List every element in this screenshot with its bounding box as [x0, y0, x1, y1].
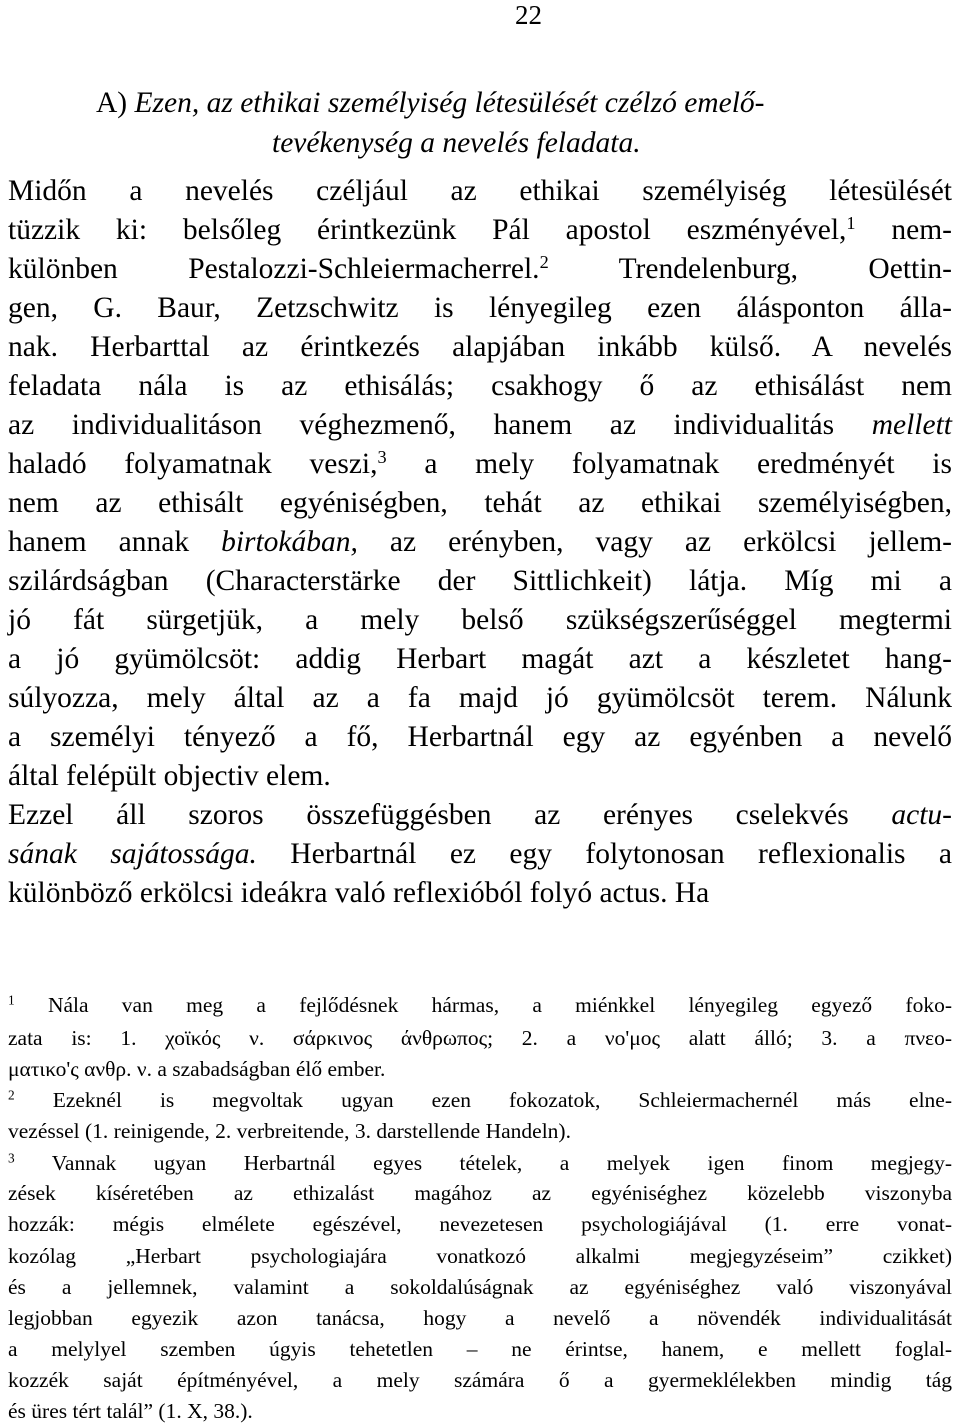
body-text: súlyozza, mely által az a fa majd jó gyümölcsöt terem. Nálunk: [8, 682, 952, 714]
footnote-line: [8, 1056, 952, 1082]
footnote-text: zata is: 1. χοϊκός ν. σάρκινος άνθρωπος; 2. a νο'μος alatt álló; 3. a πνεο-: [8, 1026, 952, 1050]
body-line: [8, 446, 952, 482]
body-line: [8, 641, 952, 677]
footnote-text: és a jellemnek, valamint a sokoldalúságnak az egyéniséghez való viszonyával: [8, 1275, 952, 1299]
body-line: [8, 797, 952, 833]
body-emphasis: actu-: [891, 799, 952, 831]
footnote-marker: 3: [8, 1150, 15, 1166]
body-text: különböző erkölcsi ideákra való reflexióból folyó actus. Ha: [8, 877, 710, 909]
footnote-line: [8, 1118, 952, 1144]
footnote-line: [8, 1243, 952, 1269]
footnote-text: a melylyel szemben úgyis tehetetlen – ne érintse, hanem, e mellett foglal-: [8, 1337, 952, 1361]
footnote-text: Nála van meg a fejlődésnek hármas, a miénkkel lényegileg egyező foko-: [14, 993, 952, 1017]
footnote-text: kozzék saját építményével, a mely számára ő a gyermeklélekben mindig tág: [8, 1368, 952, 1392]
body-line: [8, 680, 952, 716]
footnote-text: zések kíséretében az ethizalást magához az egyéniséghez közelebb viszonyba: [8, 1181, 952, 1205]
footnote-line: [8, 992, 952, 1018]
footnote-marker: 3: [377, 446, 387, 467]
body-text: gen, G. Baur, Zetzschwitz is lényegileg ezen álásponton álla-: [8, 292, 952, 324]
section-heading-continuation: [272, 125, 641, 161]
body-line: [8, 524, 952, 560]
body-text: Trendelenburg, Oettin-: [548, 253, 952, 285]
body-text: különben Pestalozzi-Schleiermacherrel.: [8, 253, 540, 285]
body-text: az individualitáson véghezmenő, hanem az individualitás: [8, 409, 872, 441]
body-text: feladata nála is az ethisálás; csakhogy ő az ethisálást nem: [8, 370, 952, 402]
footnote-text: és üres tért talál” (1. X, 38.).: [8, 1399, 253, 1423]
body-text: Herbartnál ez egy folytonosan reflexionalis a: [256, 838, 952, 870]
body-text: nem-: [855, 214, 952, 246]
body-line: [8, 368, 952, 404]
section-heading-label: A): [96, 87, 128, 119]
body-line: [8, 485, 952, 521]
body-line: [8, 329, 952, 365]
body-text: a mely folyamatnak eredményét is: [386, 448, 952, 480]
body-text: jó fát sürgetjük, a mely belső szükségszerűséggel megtermi: [8, 604, 952, 636]
body-line: [8, 407, 952, 443]
footnote-text: Vannak ugyan Herbartnál egyes tételek, a melyek igen finom megjegy-: [14, 1151, 952, 1175]
body-text: nem az ethisált egyéniségben, tehát az ethikai személyiségben,: [8, 487, 952, 519]
footnote-line: [8, 1211, 952, 1237]
body-text: az erényben, vagy az erkölcsi jellem-: [357, 526, 952, 558]
body-line: [8, 251, 952, 287]
body-text: nak. Herbarttal az érintkezés alapjában inkább külső. A nevelés: [8, 331, 952, 363]
footnote-text: Ezeknél is megvoltak ugyan ezen fokozatok, Schleiermachernél más elne-: [14, 1088, 952, 1112]
footnote-text: kozólag „Herbart psychologiajára vonatkozó alkalmi megjegyzéseim” czikket): [8, 1244, 952, 1268]
body-emphasis: birtokában,: [221, 526, 358, 558]
section-heading-title-line-2: tevékenység a nevelés feladata.: [272, 127, 641, 159]
footnote-line: [8, 1025, 952, 1051]
footnote-marker: 2: [8, 1087, 15, 1103]
body-text: Midőn a nevelés czéljául az ethikai személyiség létesülését: [8, 175, 952, 207]
footnote-text: ματικο'ς ανθρ. ν. a szabadságban élő ember.: [8, 1057, 386, 1081]
body-text: a személyi tényező a fő, Herbartnál egy az egyénben a nevelő: [8, 721, 952, 753]
footnote-line: [8, 1305, 952, 1331]
body-line: [8, 290, 952, 326]
footnote-marker: 1: [846, 212, 856, 233]
footnote-line: [8, 1150, 952, 1176]
body-line: [8, 563, 952, 599]
footnote-text: vezéssel (1. reinigende, 2. verbreitende, 3. darstellende Handeln).: [8, 1119, 571, 1143]
body-text: Ezzel áll szoros összefüggésben az erényes cselekvés: [8, 799, 892, 831]
body-line: [8, 836, 952, 872]
body-line: [8, 875, 952, 911]
footnote-line: [8, 1274, 952, 1300]
body-text: a jó gyümölcsöt: addig Herbart magát azt a készletet hang-: [8, 643, 952, 675]
footnote-line: [8, 1367, 952, 1393]
footnote-text: legjobban egyezik azon tanácsa, hogy a nevelő a növendék individualitását: [8, 1306, 952, 1330]
page-number: 22: [515, 0, 542, 30]
body-text: szilárdságban (Characterstärke der Sittlichkeit) látja. Míg mi a: [8, 565, 952, 597]
body-line: [8, 212, 952, 248]
footnote-marker: 1: [8, 992, 15, 1008]
body-line: [8, 173, 952, 209]
body-text: által felépült objectiv elem.: [8, 760, 331, 792]
footnote-line: [8, 1180, 952, 1206]
footnote-text: hozzák: mégis elmélete egészével, nevezetesen psychologiájával (1. erre vonat-: [8, 1212, 952, 1236]
body-emphasis: sának sajátossága.: [8, 838, 257, 870]
body-text: haladó folyamatnak veszi,: [8, 448, 378, 480]
body-emphasis: mellett: [871, 409, 952, 441]
footnote-line: [8, 1087, 952, 1113]
footnote-marker: 2: [539, 251, 549, 272]
body-text: tüzzik ki: belsőleg érintkezünk Pál apostol eszményével,: [8, 214, 847, 246]
footnote-line: [8, 1336, 952, 1362]
body-line: [8, 758, 952, 794]
section-heading: [96, 85, 764, 121]
body-text: hanem annak: [8, 526, 222, 558]
body-line: [8, 719, 952, 755]
footnote-line: [8, 1398, 952, 1424]
body-line: [8, 602, 952, 638]
section-heading-title-line-1: Ezen, az ethikai személyiség létesülését czélzó emelő-: [134, 87, 765, 119]
